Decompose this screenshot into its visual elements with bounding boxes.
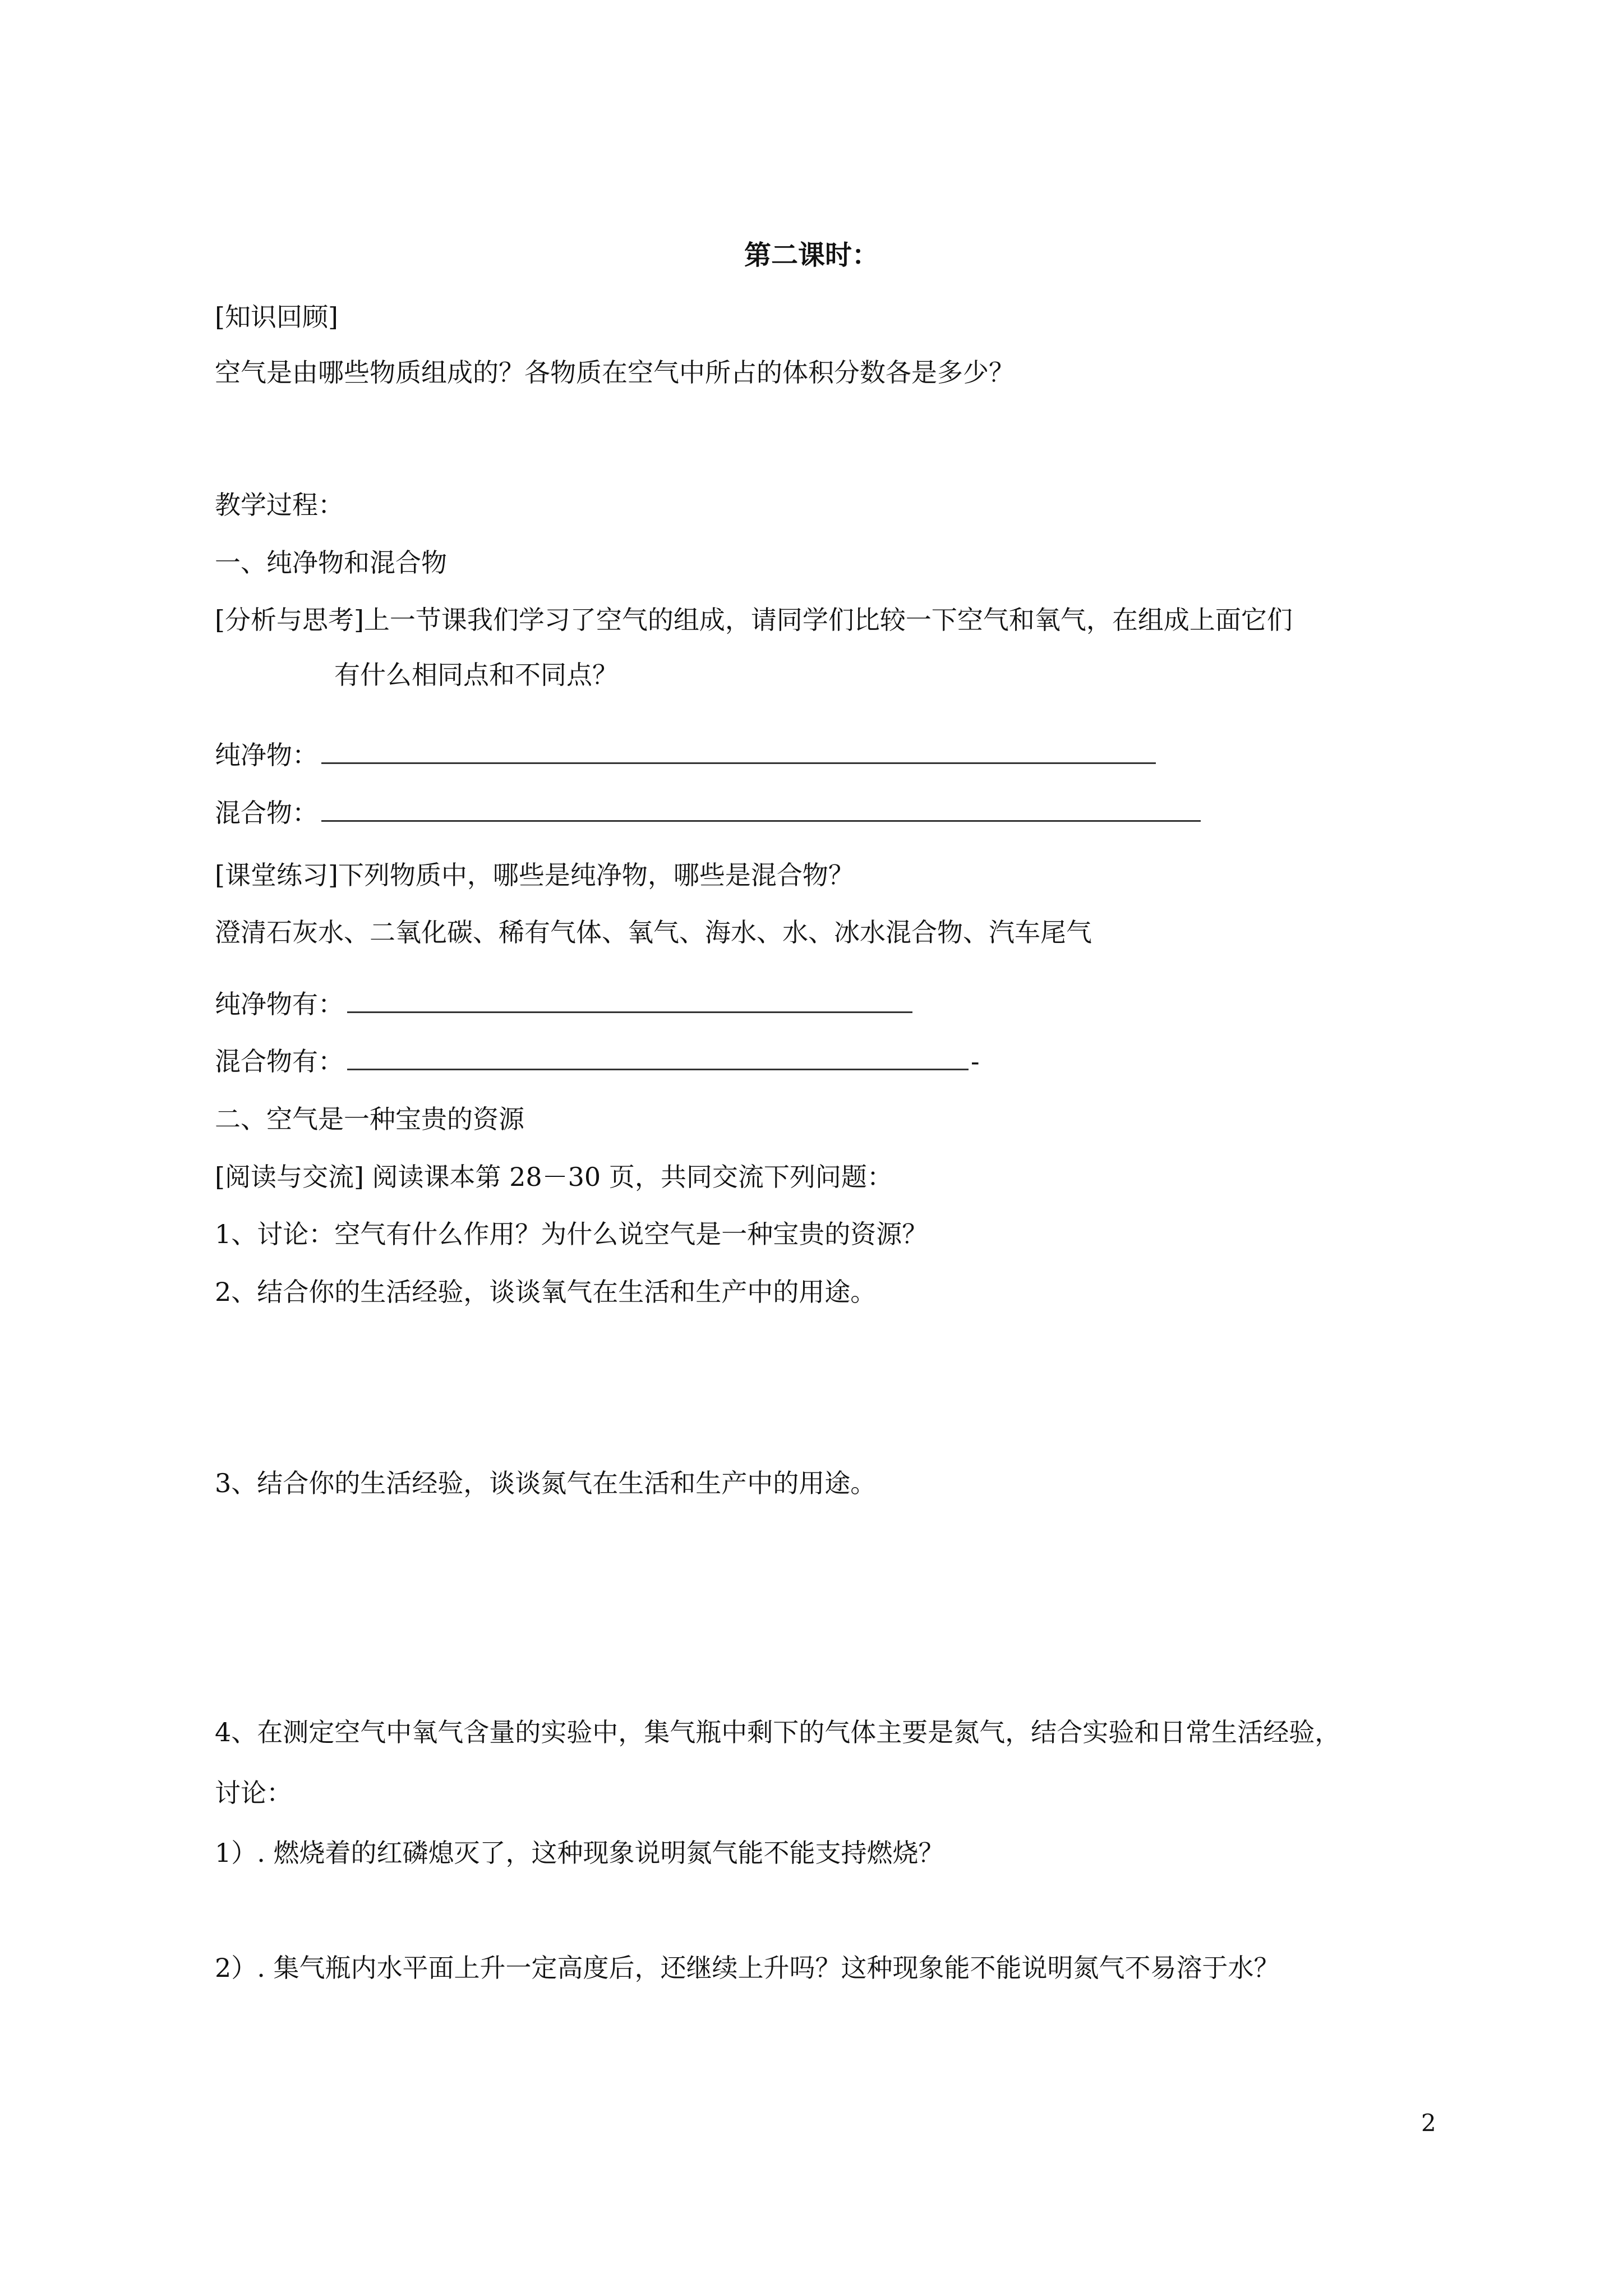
practice-heading: [课堂练习]下列物质中，哪些是纯净物，哪些是混合物？ (215, 860, 854, 890)
pure-substance-label: 纯净物： (215, 740, 318, 770)
question-3: 3、结合你的生活经验，谈谈氮气在生活和生产中的用途。 (215, 1468, 877, 1498)
mixture-have-tail: - (971, 1046, 980, 1076)
mixture-have-blank[interactable] (347, 1045, 969, 1070)
pure-have-blank[interactable] (347, 988, 912, 1013)
question-2: 2、结合你的生活经验，谈谈氧气在生活和生产中的用途。 (215, 1277, 877, 1307)
section2-heading: 二、空气是一种宝贵的资源 (215, 1104, 524, 1134)
mixture-label: 混合物： (215, 798, 318, 828)
review-heading: [知识回顾] (215, 302, 338, 332)
analysis-line-1: [分析与思考]上一节课我们学习了空气的组成，请同学们比较一下空气和氧气，在组成上面它们 (215, 605, 1293, 635)
page-number: 2 (1421, 2109, 1436, 2137)
page-title: 第二课时： (744, 240, 879, 271)
question-4-sub-2: 2）. 集气瓶内水平面上升一定高度后，还继续上升吗？这种现象能不能说明氮气不易溶于水？ (215, 1953, 1280, 1983)
reading-heading: [阅读与交流] 阅读课本第 28－30 页，共同交流下列问题： (215, 1162, 893, 1192)
process-heading: 教学过程： (215, 490, 344, 520)
pure-substance-row (215, 738, 1156, 772)
pure-have-label: 纯净物有： (215, 989, 344, 1019)
mixture-have-row (215, 1045, 980, 1078)
mixture-have-label: 混合物有： (215, 1046, 344, 1076)
analysis-line-2: 有什么相同点和不同点？ (334, 660, 618, 690)
mixture-blank[interactable] (321, 797, 1201, 822)
pure-substance-blank[interactable] (321, 739, 1156, 764)
question-4-line-1: 4、在测定空气中氧气含量的实验中，集气瓶中剩下的气体主要是氮气，结合实验和日常生活经验， (215, 1717, 1341, 1747)
practice-items: 澄清石灰水、二氧化碳、稀有气体、氧气、海水、水、冰水混合物、汽车尾气 (215, 917, 1092, 947)
section1-heading: 一、纯净物和混合物 (215, 547, 447, 578)
question-4-line-2: 讨论： (215, 1778, 292, 1808)
review-question: 空气是由哪些物质组成的？各物质在空气中所占的体积分数各是多少？ (215, 357, 1015, 388)
mixture-row (215, 796, 1201, 830)
question-1: 1、讨论：空气有什么作用？为什么说空气是一种宝贵的资源？ (215, 1219, 928, 1249)
pure-have-row (215, 987, 912, 1021)
question-4-sub-1: 1）. 燃烧着的红磷熄灭了，这种现象说明氮气能不能支持燃烧？ (215, 1838, 944, 1868)
